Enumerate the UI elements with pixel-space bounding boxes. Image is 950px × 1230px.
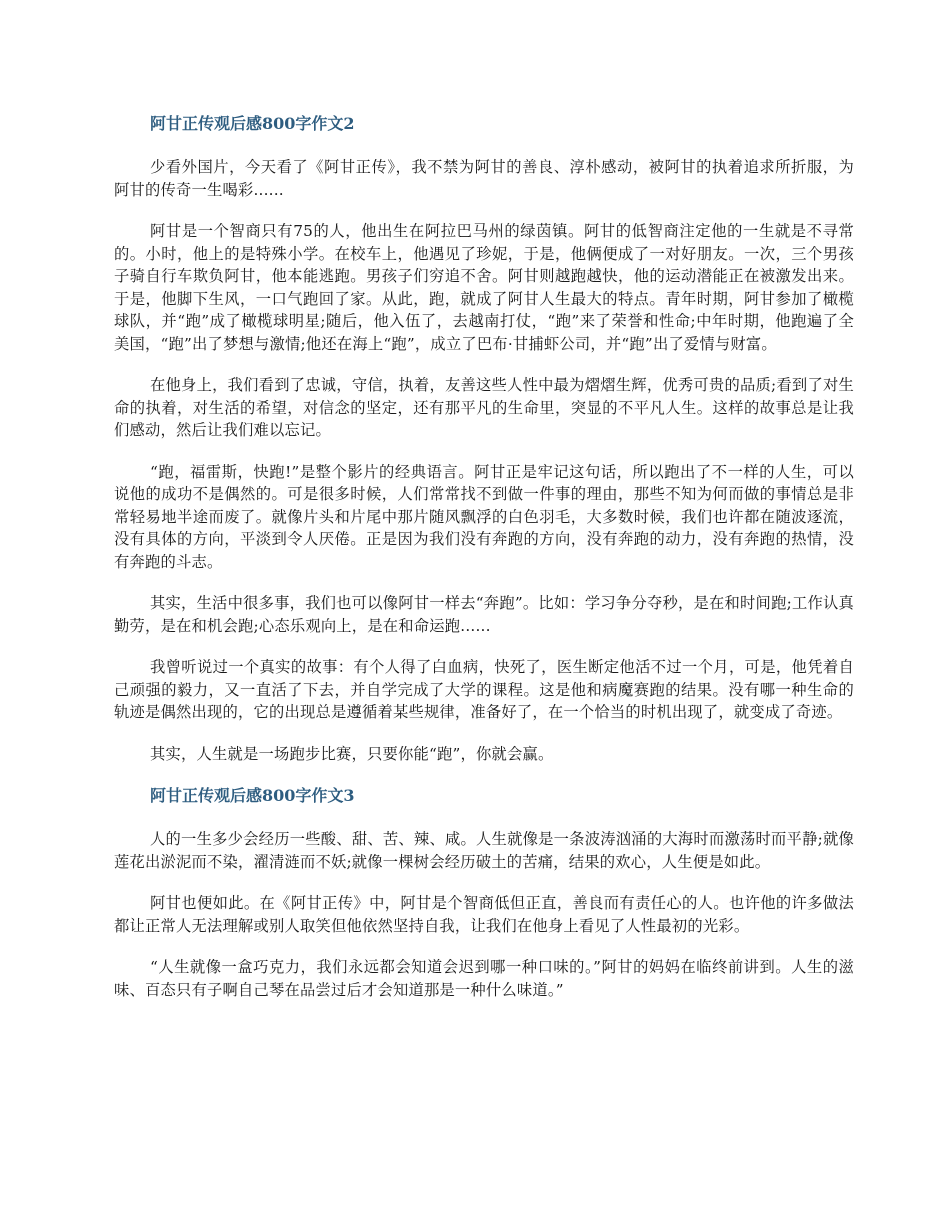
paragraph: 人的一生多少会经历一些酸、甜、苦、辣、咸。人生就像是一条波涛汹涌的大海时而激荡时而平静;就像莲花出淤泥而不染，濯清涟而不妖;就像一棵树会经历破土的苦痛，结果的欢心，人生便是如此。 bbox=[114, 830, 854, 871]
paragraph: 在他身上，我们看到了忠诚，守信，执着，友善这些人性中最为熠熠生辉，优秀可贵的品质;看到了对生命的执着，对生活的希望，对信念的坚定，还有那平凡的生命里，突显的不平凡人生。这样的故事总是让我们感动，然后让我们难以忘记。 bbox=[114, 376, 854, 439]
paragraph: “跑，福雷斯，快跑!”是整个影片的经典语言。阿甘正是牢记这句话，所以跑出了不一样的人生，可以说他的成功不是偶然的。可是很多时候，人们常常找不到做一件事的理由，那些不知为何而做的事情总是非常轻易地半途而废了。就像片头和片尾中那片随风飘浮的白色羽毛，大多数时候，我们也许都在随波逐流，没有具体的方向，平淡到令人厌倦。正是因为我们没有奔跑的方向，没有奔跑的动力，没有奔跑的热情，没有奔跑的斗志。 bbox=[114, 462, 854, 571]
document-page bbox=[114, 112, 854, 1020]
section-heading-3: 阿甘正传观后感800字作文3 bbox=[150, 786, 355, 805]
paragraph: 其实，人生就是一场跑步比赛，只要你能“跑”，你就会赢。 bbox=[150, 744, 554, 763]
paragraph: 阿甘是一个智商只有75的人，他出生在阿拉巴马州的绿茵镇。阿甘的低智商注定他的一生就是不寻常的。小时，他上的是特殊小学。在校车上，他遇见了珍妮，于是，他俩便成了一对好朋友。一次，三个男孩子骑自行车欺负阿甘，他本能逃跑。男孩子们穷追不舍。阿甘则越跑越快，他的运动潜能正在被激发出来。于是，他脚下生风，一口气跑回了家。从此，跑，就成了阿甘人生最大的特点。青年时期，阿甘参加了橄榄球队，并“跑”成了橄榄球明星;随后，他入伍了，去越南打仗，“跑”来了荣誉和性命;中年时期，他跑遍了全美国，“跑”出了梦想与激情;他还在海上“跑”，成立了巴布·甘捕虾公司，并“跑”出了爱情与财富。 bbox=[114, 222, 854, 353]
paragraph: “人生就像一盒巧克力，我们永远都会知道会迟到哪一种口味的。”阿甘的妈妈在临终前讲到。人生的滋味、百态只有子啊自己琴在品尝过后才会知道那是一种什么味道。” bbox=[114, 958, 854, 999]
paragraph: 少看外国片，今天看了《阿甘正传》，我不禁为阿甘的善良、淳朴感动，被阿甘的执着追求所折服，为阿甘的传奇一生喝彩...... bbox=[114, 158, 854, 199]
section-heading-2: 阿甘正传观后感800字作文2 bbox=[150, 114, 355, 133]
paragraph: 其实，生活中很多事，我们也可以像阿甘一样去“奔跑”。比如：学习争分夺秒，是在和时间跑;工作认真勤劳，是在和机会跑;心态乐观向上，是在和命运跑...... bbox=[114, 594, 854, 635]
paragraph: 我曾听说过一个真实的故事：有个人得了白血病，快死了，医生断定他活不过一个月，可是，他凭着自己顽强的毅力，又一直活了下去，并自学完成了大学的课程。这是他和病魔赛跑的结果。没有哪一种生命的轨迹是偶然出现的，它的出现总是遵循着某些规律，准备好了，在一个恰当的时机出现了，就变成了奇迹。 bbox=[114, 658, 854, 721]
paragraph: 阿甘也便如此。在《阿甘正传》中，阿甘是个智商低但正直，善良而有责任心的人。也许他的许多做法都让正常人无法理解或别人取笑但他依然坚持自我，让我们在他身上看见了人性最初的光彩。 bbox=[114, 894, 854, 935]
